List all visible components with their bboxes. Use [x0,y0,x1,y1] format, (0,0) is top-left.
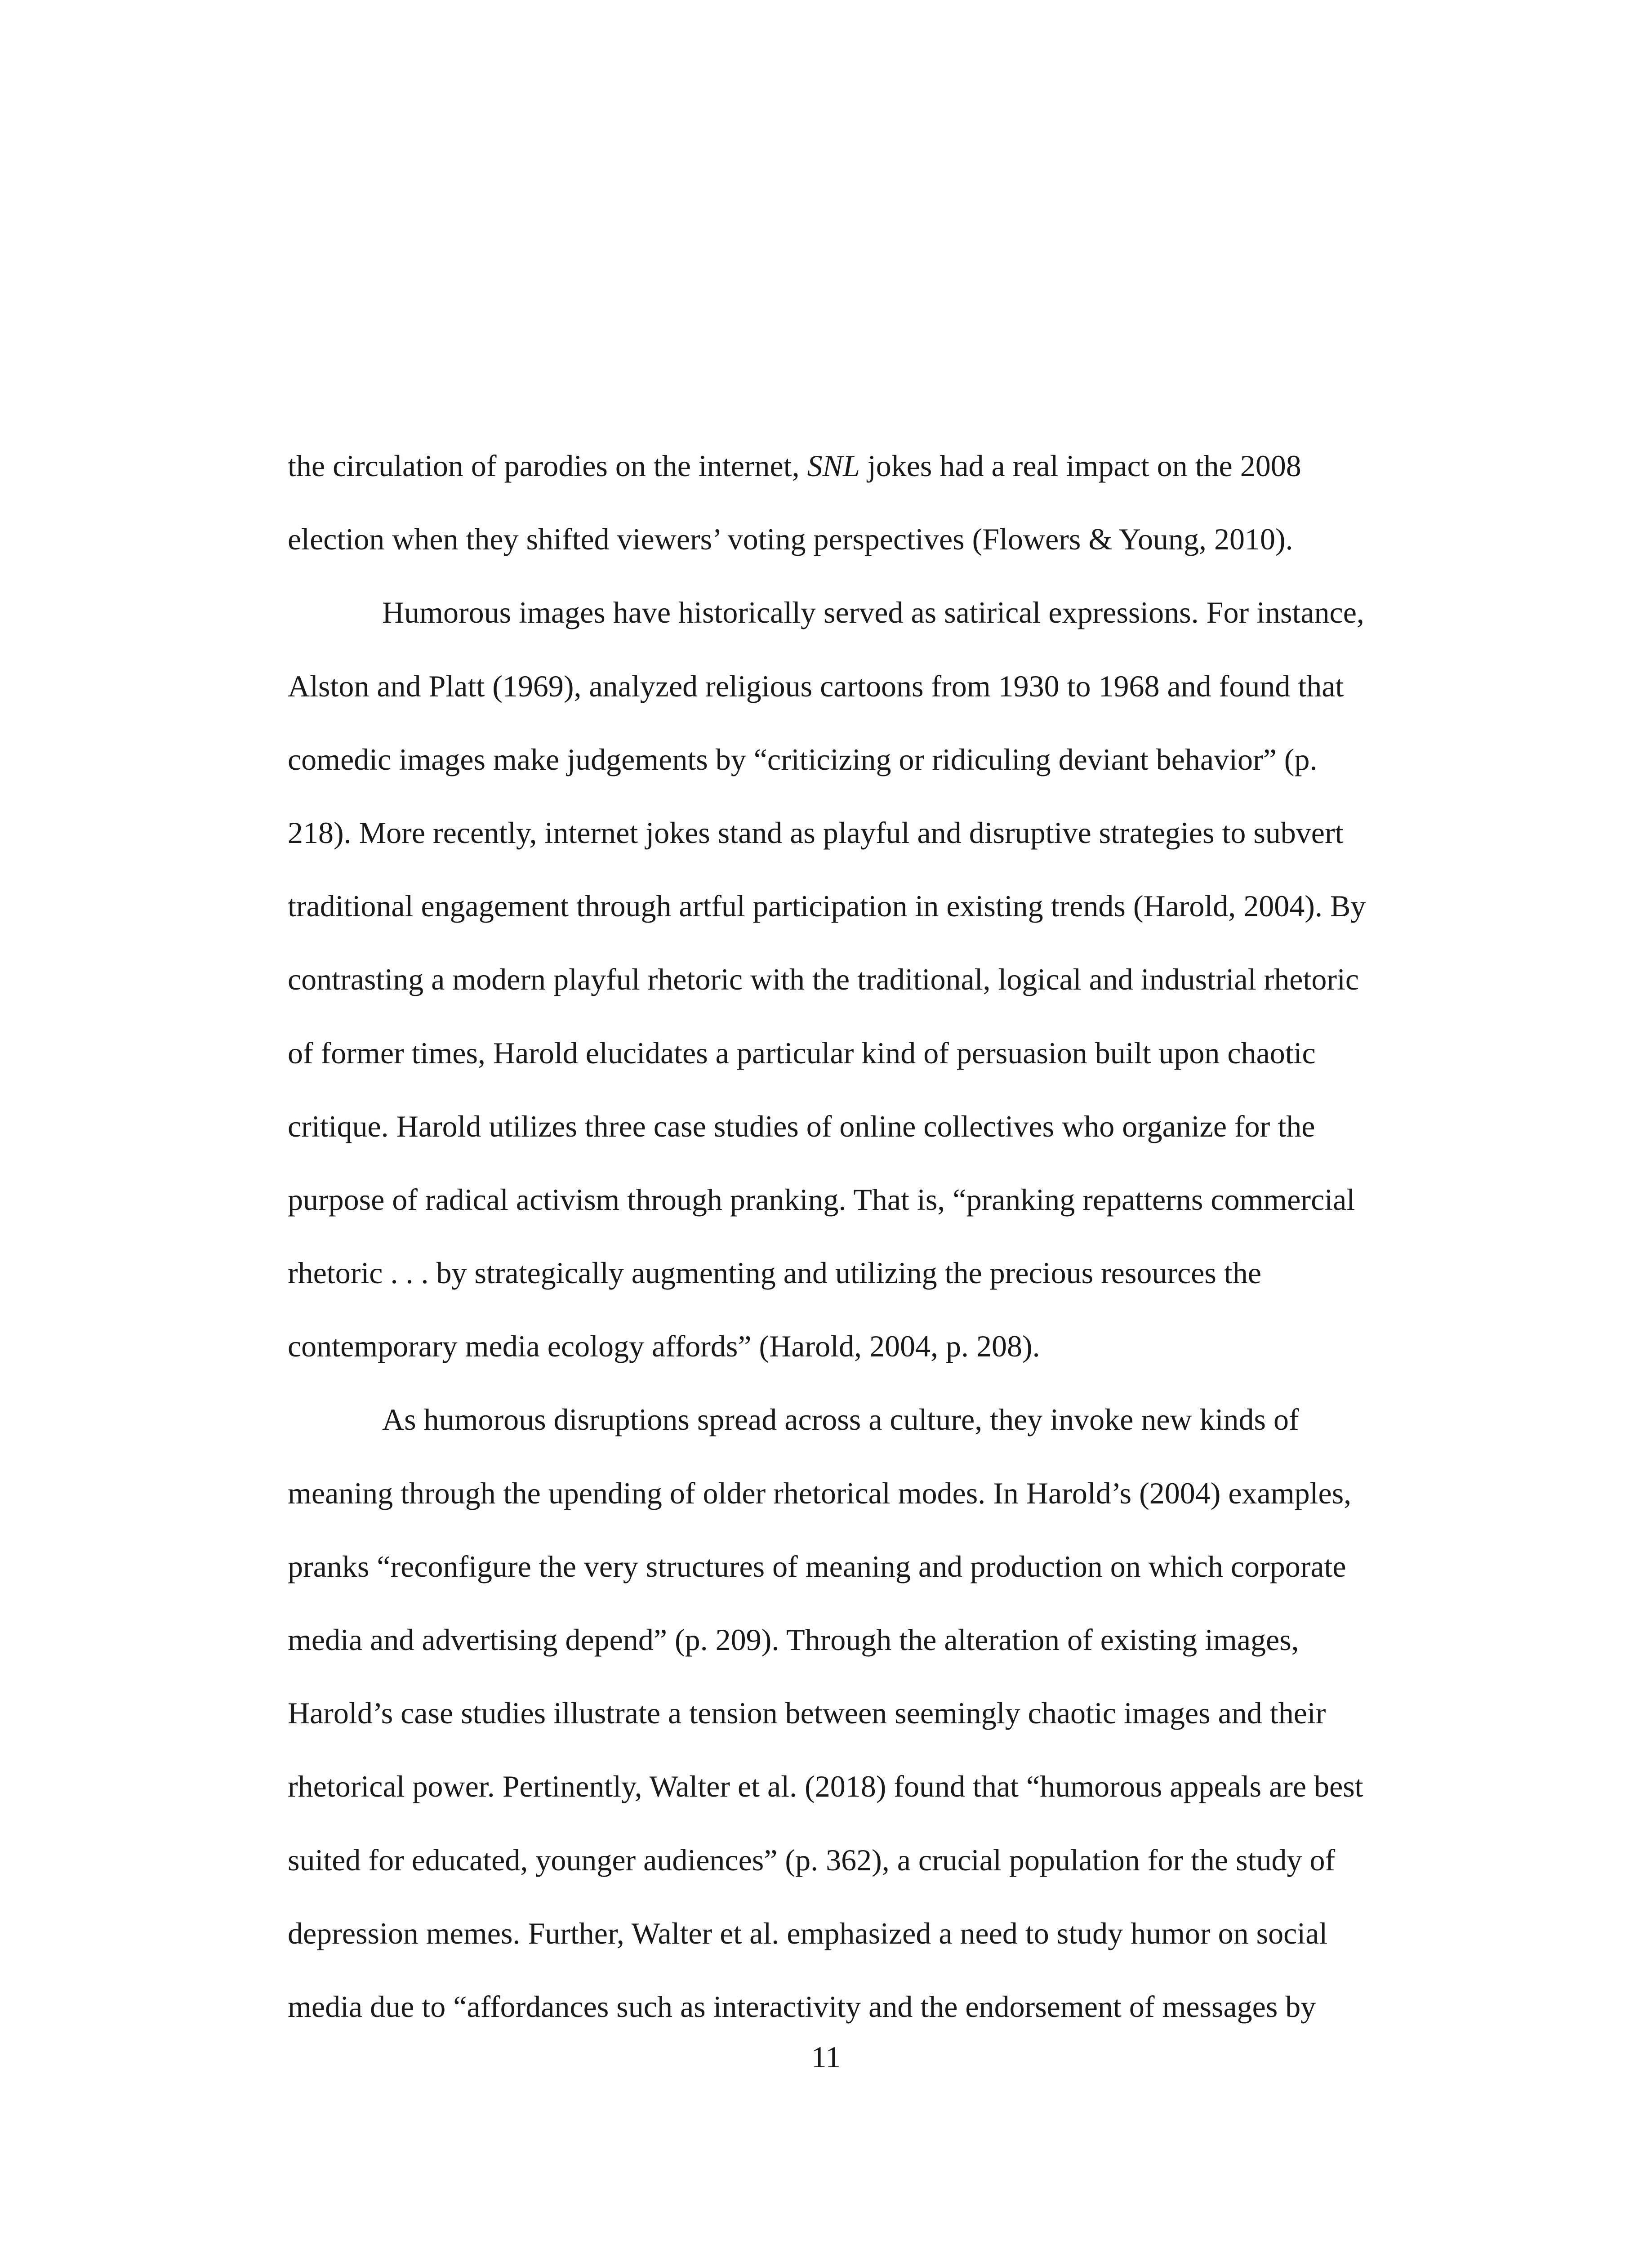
paragraph-start-line: Humorous images have historically served as satirical expressions. For instance, [382,595,1364,630]
text-line: pranks “reconfigure the very structures of meaning and production on which corporate [288,1549,1346,1583]
text-line: the circulation of parodies on the internet, SNL jokes had a real impact on the 2008 [288,449,1301,483]
text-line: Alston and Platt (1969), analyzed religious cartoons from 1930 to 1968 and found that [288,669,1344,703]
text-line: critique. Harold utilizes three case studies of online collectives who organize for the [288,1109,1315,1143]
text-line: suited for educated, younger audiences” (p. 362), a crucial population for the study of [288,1842,1336,1877]
text-line: depression memes. Further, Walter et al. emphasized a need to study humor on social [288,1916,1328,1950]
text-line: Harold’s case studies illustrate a tension between seemingly chaotic images and their [288,1696,1326,1731]
text-line: media and advertising depend” (p. 209). Through the alteration of existing images, [288,1623,1299,1657]
italic-title: SNL [807,449,860,483]
text-line: election when they shifted viewers’ voting perspectives (Flowers & Young, 2010). [288,522,1293,557]
text-line: contemporary media ecology affords” (Harold, 2004, p. 208). [288,1329,1040,1364]
text-line: media due to “affordances such as interactivity and the endorsement of messages by [288,1989,1316,2024]
text-line: rhetorical power. Pertinently, Walter et al. (2018) found that “humorous appeals are best [288,1769,1363,1804]
text-line: comedic images make judgements by “criticizing or ridiculing deviant behavior” (p. [288,742,1318,776]
text-line: of former times, Harold elucidates a particular kind of persuasion built upon chaotic [288,1035,1316,1070]
text-line: traditional engagement through artful participation in existing trends (Harold, 2004). By [288,889,1366,923]
text-line: rhetoric . . . by strategically augmenting and utilizing the precious resources the [288,1256,1261,1290]
text-line: 218). More recently, internet jokes stand as playful and disruptive strategies to subvert [288,815,1344,850]
text-line: contrasting a modern playful rhetoric with the traditional, logical and industrial rhetoric [288,962,1359,997]
page-number: 11 [811,2040,841,2074]
paragraph-start-line: As humorous disruptions spread across a culture, they invoke new kinds of [382,1402,1299,1437]
text-line: purpose of radical activism through pranking. That is, “pranking repatterns commercial [288,1182,1355,1217]
body-text [288,429,1420,2043]
text-line: meaning through the upending of older rhetorical modes. In Harold’s (2004) examples, [288,1476,1352,1510]
